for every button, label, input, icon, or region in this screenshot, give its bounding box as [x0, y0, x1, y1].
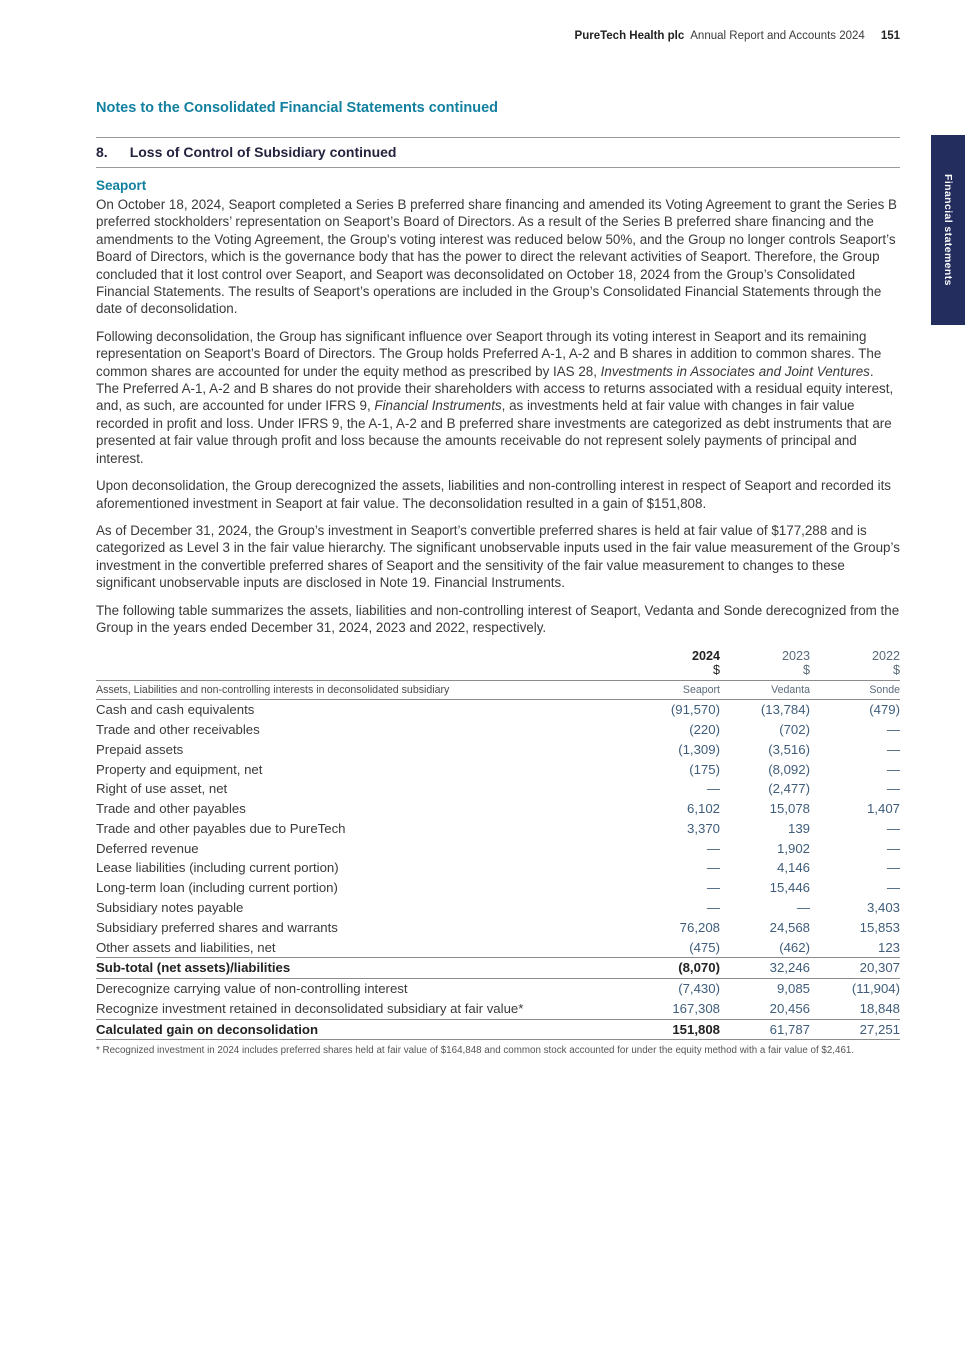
cell-2023: 1,902	[776, 840, 810, 856]
row-label: Property and equipment, net	[96, 761, 263, 777]
side-tab-label: Financial statements	[942, 174, 954, 286]
cell-2024: —	[706, 880, 720, 896]
cell-2023: 4,146	[776, 860, 810, 876]
cell-2023: 9,085	[776, 981, 810, 997]
entity-header-vedanta: Vedanta	[720, 680, 810, 700]
cell-2022: 3,403	[866, 900, 900, 916]
table-row	[96, 898, 900, 918]
cell-2022: —	[886, 840, 900, 856]
deconsolidation-table	[96, 646, 900, 1040]
row-label: Derecognize carrying value of non-controlling interest	[96, 981, 408, 997]
cell-2024: 167,308	[672, 1000, 720, 1016]
cell-2023: —	[796, 900, 810, 916]
cell-2022: —	[886, 741, 900, 757]
year-label: 2024	[691, 648, 720, 663]
table-row	[96, 978, 900, 998]
cell-2023: 20,456	[769, 1000, 810, 1016]
cell-2024: —	[706, 860, 720, 876]
row-label: Calculated gain on deconsolidation	[96, 1019, 630, 1040]
table-row	[96, 858, 900, 878]
cell-2024: —	[706, 840, 720, 856]
cell-2022: —	[886, 761, 900, 777]
table-footnote: * Recognized investment in 2024 includes preferred shares held at fair value of $164,848 and common stock accounted for under the equity method with a fair value of $2,461.	[96, 1045, 855, 1057]
year-header-2024	[630, 646, 720, 680]
cell-2024: (1,309)	[678, 741, 720, 757]
cell-2024: (475)	[689, 939, 720, 955]
section-heading	[96, 138, 900, 167]
table-row	[96, 720, 900, 740]
cell-2023: (462)	[779, 939, 810, 955]
notes-title: Notes to the Consolidated Financial Statements continued	[96, 100, 499, 116]
year-label: 2022	[871, 648, 900, 663]
row-label: Cash and cash equivalents	[96, 702, 255, 718]
table-row	[96, 918, 900, 938]
cell-2022: —	[886, 781, 900, 797]
cell-2024: (7,430)	[678, 981, 720, 997]
table-row	[96, 999, 900, 1019]
section-title: Loss of Control of Subsidiary continued	[129, 144, 397, 160]
cell-2024: 3,370	[686, 820, 720, 836]
table-row	[96, 740, 900, 760]
cell-2023: (2,477)	[768, 781, 810, 797]
cell-2022: (11,904)	[851, 981, 900, 997]
page-content	[96, 0, 900, 1056]
report-title: Annual Report and Accounts 2024	[690, 30, 865, 42]
table-row	[96, 878, 900, 898]
section-number: 8.	[96, 144, 108, 160]
cell-2022: 123	[877, 939, 900, 955]
side-tab-financial-statements	[931, 135, 965, 325]
cell-2024: —	[706, 781, 720, 797]
table-row	[96, 700, 900, 720]
cell-2024: (220)	[689, 722, 720, 737]
cell-2024: —	[706, 900, 720, 916]
cell-2022: —	[886, 880, 900, 896]
row-label: Trade and other receivables	[96, 722, 260, 737]
currency-unit: $	[712, 662, 720, 677]
row-label: Right of use asset, net	[96, 781, 228, 797]
cell-2024: (91,570)	[670, 702, 720, 718]
cell-2024: (8,070)	[630, 958, 720, 979]
page-header	[575, 30, 900, 42]
row-label: Lease liabilities (including current portion)	[96, 860, 339, 876]
cell-2023: (8,092)	[768, 761, 810, 777]
cell-2023: (702)	[779, 722, 810, 737]
row-label: Sub-total (net assets)/liabilities	[96, 958, 630, 979]
page-number: 151	[880, 30, 900, 42]
cell-2023: 15,446	[769, 880, 810, 896]
paragraph: As of December 31, 2024, the Group’s investment in Seaport’s convertible preferred shares is held at fair value of $177,288 and is categorized as Level 3 in the fair value hierarchy. The significant unobservable inputs used in the fair value measurement of the Group’s investment in the convertible preferred shares of Seaport and the sensitivity of the fair value measurement to changes to these significant unobservable inputs are disclosed in Note 19. Financial Instruments.	[96, 522, 900, 591]
row-label: Deferred revenue	[96, 840, 199, 856]
cell-2022: —	[886, 820, 900, 836]
subsection-title: Seaport	[96, 178, 147, 193]
cell-2023: 139	[787, 820, 810, 836]
cell-2023: (3,516)	[768, 741, 810, 757]
currency-unit: $	[892, 662, 900, 677]
cell-2022: 18,848	[859, 1000, 900, 1016]
table-row	[96, 937, 900, 957]
paragraph: Upon deconsolidation, the Group derecognized the assets, liabilities and non-controlling interest in respect of Seaport and recorded its aforementioned investment in Seaport at fair value. The deconsolidation resulted in a gain of $151,808.	[96, 478, 891, 511]
table-row	[96, 759, 900, 779]
cell-2022: 15,853	[859, 919, 900, 935]
entity-header-seaport: Seaport	[630, 680, 720, 700]
currency-unit: $	[802, 662, 810, 677]
paragraph: The following table summarizes the assets, liabilities and non-controlling interest of Seaport, Vedanta and Sonde derecognized from the Group in the years ended December 31, 2024, 2023 and 2022, respectively.	[96, 602, 900, 635]
table-entity-header-row	[96, 680, 900, 700]
cell-2023: 32,246	[720, 958, 810, 979]
row-label: Long-term loan (including current portion)	[96, 880, 338, 896]
cell-2024: (175)	[689, 761, 720, 777]
year-header-2023	[720, 646, 810, 680]
cell-2022: 27,251	[810, 1019, 900, 1040]
table-row	[96, 779, 900, 799]
cell-2022: —	[886, 722, 900, 737]
cell-2022: (479)	[869, 702, 900, 718]
cell-2023: 61,787	[720, 1019, 810, 1040]
row-label: Subsidiary notes payable	[96, 900, 244, 916]
entity-header-sonde: Sonde	[810, 680, 900, 700]
table-subject-header: Assets, Liabilities and non-controlling interests in deconsolidated subsidiary	[96, 680, 630, 700]
cell-2022: 1,407	[866, 801, 900, 817]
company-name: PureTech Health plc	[574, 30, 685, 42]
divider	[96, 167, 900, 168]
cell-2024: 6,102	[686, 801, 720, 817]
row-label: Prepaid assets	[96, 741, 184, 757]
paragraph: Following deconsolidation, the Group has significant influence over Seaport through its voting interest in Seaport and its remaining representation on Seaport’s Board of Directors. The Group holds Preferred A-1, A-2 and B shares in addition to common shares. The common shares are accounted for under the equity method as prescribed by IAS 28, Investments in Associates and Joint Ventures. The Preferred A-1, A-2 and B shares do not provide their shareholders with access to returns associated with a residual equity interest, and, as such, are accounted for under IFRS 9, Financial Instruments, as investments held at fair value with changes in fair value recorded in profit and loss. Under IFRS 9, the A-1, A-2 and B preferred share investments are categorized as debt instruments that are presented at fair value through profit and loss because the amounts receivable do not represent solely payments of principal and interest.	[96, 328, 894, 466]
year-header-2022	[810, 646, 900, 680]
row-label: Recognize investment retained in deconsolidated subsidiary at fair value*	[96, 1000, 524, 1016]
table-row	[96, 819, 900, 839]
row-label: Other assets and liabilities, net	[96, 939, 276, 955]
year-header-spacer	[96, 646, 630, 680]
row-label: Trade and other payables	[96, 801, 246, 817]
year-label: 2023	[781, 648, 810, 663]
cell-2024: 151,808	[630, 1019, 720, 1040]
cell-2023: (13,784)	[760, 702, 810, 718]
table-subtotal-row	[96, 958, 900, 979]
cell-2024: 76,208	[679, 919, 720, 935]
table-row	[96, 799, 900, 819]
cell-2023: 15,078	[769, 801, 810, 817]
paragraph: On October 18, 2024, Seaport completed a Series B preferred share financing and amended its Voting Agreement to grant the Series B preferred stockholders’ representation on Seaport’s Board of Directors. As a result of the Series B preferred share financing and the amendments to the Voting Agreement, the Group's voting interest was reduced below 50%, and the Group no longer controls Seaport’s Board of Directors, which is the governance body that has the power to direct the relevant activities of Seaport. Therefore, the Group concluded that it lost control over Seaport, and Seaport was deconsolidated on October 18, 2024 from the Group’s Consolidated Financial Statements. The results of Seaport’s operations are included in the Group’s Consolidated Financial Statements through the date of deconsolidation.	[96, 197, 897, 317]
table-total-row	[96, 1019, 900, 1040]
cell-2023: 24,568	[769, 919, 810, 935]
row-label: Subsidiary preferred shares and warrants	[96, 919, 338, 935]
table-row	[96, 839, 900, 859]
cell-2022: 20,307	[810, 958, 900, 979]
cell-2022: —	[886, 860, 900, 876]
deconsolidation-table-wrap	[96, 646, 900, 1040]
row-label: Trade and other payables due to PureTech	[96, 820, 346, 836]
table-year-header-row	[96, 646, 900, 680]
